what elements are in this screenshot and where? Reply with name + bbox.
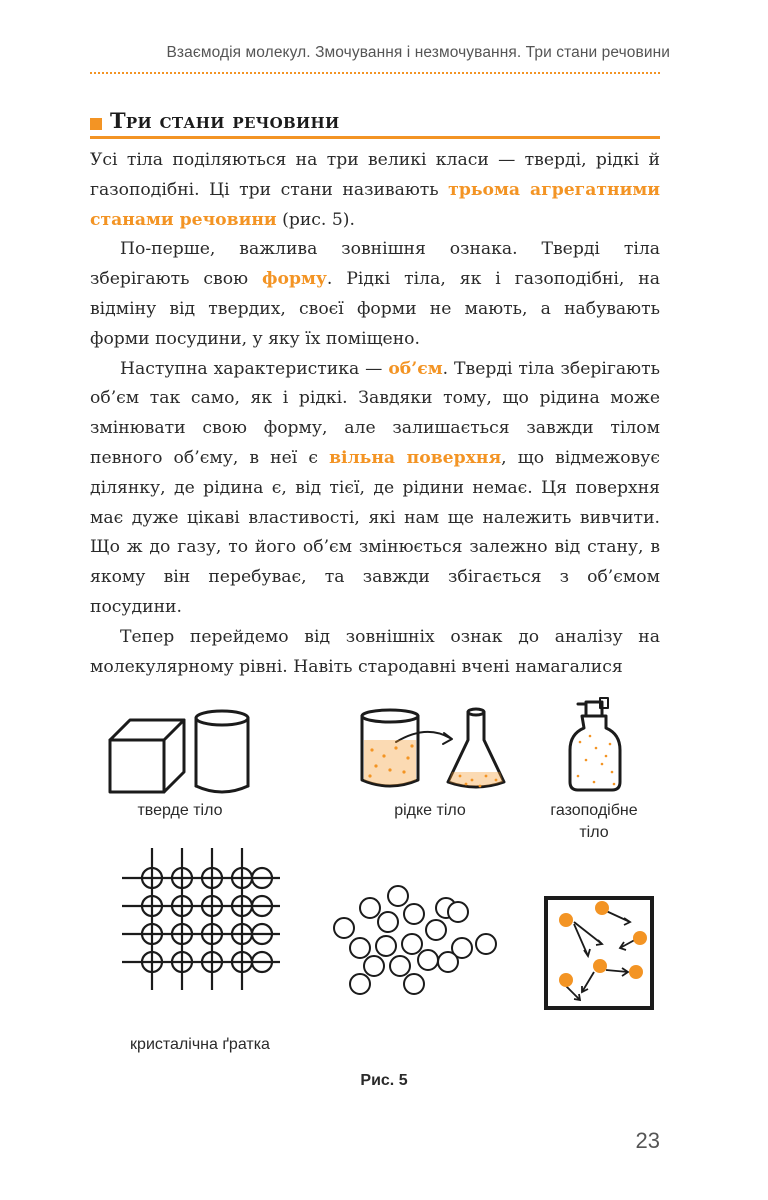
- caption-lattice: кристалічна ґратка: [130, 1036, 270, 1053]
- gas-molecules-box-icon: [546, 898, 652, 1008]
- paragraph-1: [90, 146, 660, 235]
- p1-text-b: (рис. 5).: [276, 209, 355, 230]
- caption-gas-line-1: газоподібне: [550, 802, 638, 819]
- liquid-molecules-icon: [334, 886, 496, 994]
- p2-text-b: . Рідкі тіла, як і газоподібні, на відміну від твердих, своєї форми не мають, а набувають форми посудини, у яку їх поміщено.: [90, 269, 661, 349]
- p1-text-a: Усі тіла поділяються на три великі класи — тверді, рідкі й газоподібні. Ці три стани називають: [90, 150, 660, 200]
- section-heading: [90, 106, 660, 139]
- p3-text-a: Наступна характеристика —: [120, 358, 389, 379]
- cylinder-icon: [196, 711, 248, 792]
- caption-liquid: рідке тіло: [394, 802, 466, 819]
- section-title: Три стани речовини: [110, 108, 340, 133]
- caption-solid: тверде тіло: [137, 802, 223, 819]
- paragraph-4: Тепер перейдемо від зовнішніх ознак до аналізу на молекулярному рівні. Навіть стародавні вчені намагалися: [90, 626, 660, 677]
- p3-text-c: , що відмежовує ділянку, де рідина є, від тієї, де рідини немає. Ця поверхня має дуже цікаві властивості, які нам ще належить вивчити. Що ж до газу, то його об’єм змінюється залежно від стану, в якому він перебуває, та завжди збігається з об’ємом посудини.: [90, 447, 661, 617]
- pour-arrow-icon: [396, 732, 450, 742]
- cube-icon: [110, 720, 184, 792]
- p2-text-a: По-перше, важлива зовнішня ознака. Тверді тіла зберігають свою: [90, 239, 660, 290]
- crystal-lattice-icon: [122, 848, 280, 990]
- caption-gas-line-2: тіло: [579, 824, 609, 841]
- p2-highlight: форму: [262, 269, 327, 290]
- paragraph-3: [90, 355, 660, 623]
- gas-bottle-icon: [570, 698, 620, 790]
- p3-highlight-volume: об’єм: [388, 358, 443, 379]
- heading-square-marker: [90, 118, 102, 130]
- running-head: Взаємодія молекул. Змочування і незмочування. Три стани речовини: [166, 44, 670, 61]
- p3-text-b: . Тверді тіла зберігають об’єм так само, як і рідкі. Завдяки тому, що рідина може змінювати свою форму, але залишається завжди тілом певного об’єму, в неї є: [90, 358, 660, 468]
- figure-label: Рис. 5: [360, 1072, 408, 1089]
- flask-icon: [448, 709, 504, 787]
- page-number: 23: [635, 1128, 660, 1153]
- beaker-icon: [362, 710, 418, 786]
- p3-highlight-free-surface: вільна поверхня: [329, 447, 502, 468]
- body-text: [90, 146, 660, 682]
- dotted-rule: [90, 72, 660, 74]
- p1-highlight: трьома агрегатними станами речовини: [90, 179, 661, 230]
- paragraph-2: [90, 235, 660, 354]
